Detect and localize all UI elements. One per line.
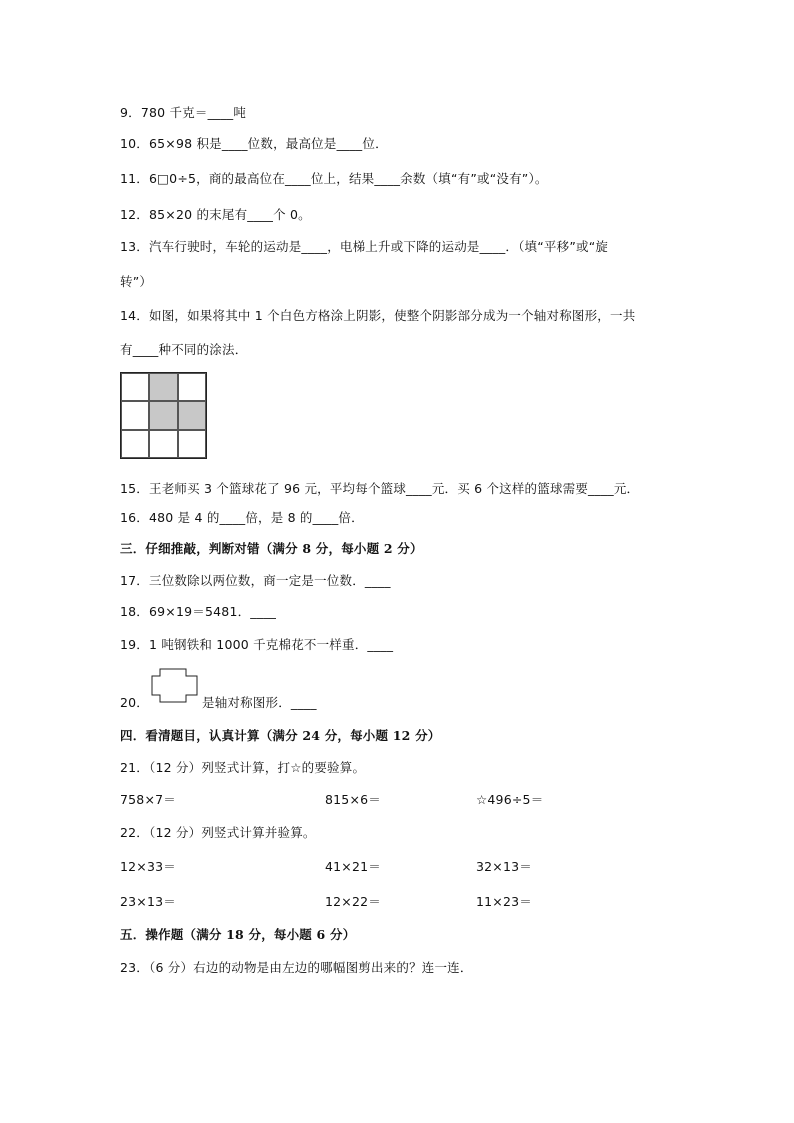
q21-item-3: ☆496÷5＝ <box>476 792 544 807</box>
grid-cell-shaded <box>149 401 177 429</box>
question-19: 19．1 吨钢铁和 1000 千克棉花不一样重．____ <box>120 637 394 652</box>
q22-item: 23×13＝ <box>120 894 176 909</box>
section-4-heading: 四．看清题目，认真计算（满分 24 分，每小题 12 分） <box>120 728 441 743</box>
question-14-line1: 14．如图，如果将其中 1 个白色方格涂上阴影，使整个阴影部分成为一个轴对称图形，一共 <box>120 308 636 323</box>
question-10: 10．65×98 积是____位数，最高位是____位． <box>120 136 388 151</box>
question-21: 21．（12 分）列竖式计算，打☆的要验算。 <box>120 760 366 775</box>
question-16: 16．480 是 4 的____倍，是 8 的____倍． <box>120 510 364 525</box>
q22-item: 11×23＝ <box>476 894 532 909</box>
grid-cell <box>121 430 149 458</box>
grid-cell <box>121 401 149 429</box>
question-20: 是轴对称图形．____ <box>202 695 317 710</box>
question-18: 18．69×19＝5481．____ <box>120 604 277 619</box>
question-13-line1: 13．汽车行驶时，车轮的运动是____，电梯上升或下降的运动是____．（填“平移”或“旋 <box>120 239 609 254</box>
question-13-line2: 转”） <box>120 274 153 289</box>
question-12: 12．85×20 的末尾有____个 0。 <box>120 207 311 222</box>
question-20-number: 20． <box>120 695 150 710</box>
question-17: 17．三位数除以两位数，商一定是一位数．____ <box>120 573 391 588</box>
grid-cell <box>149 430 177 458</box>
question-23: 23．（6 分）右边的动物是由左边的哪幅图剪出来的？连一连． <box>120 960 473 975</box>
grid-cell <box>121 373 149 401</box>
section-3-heading: 三．仔细推敲，判断对错（满分 8 分，每小题 2 分） <box>120 541 423 556</box>
question-9: 9．780 千克＝____吨 <box>120 105 247 120</box>
grid-cell-shaded <box>149 373 177 401</box>
question-22: 22．（12 分）列竖式计算并验算。 <box>120 825 316 840</box>
grid-cell-shaded <box>178 401 206 429</box>
q22-item: 12×33＝ <box>120 859 176 874</box>
q22-item: 32×13＝ <box>476 859 532 874</box>
q21-item-2: 815×6＝ <box>325 792 381 807</box>
shaded-grid-figure <box>120 372 207 459</box>
question-15: 15．王老师买 3 个篮球花了 96 元，平均每个篮球____元．买 6 个这样的篮球需要____元． <box>120 481 640 496</box>
question-11: 11．6□0÷5，商的最高位在____位上，结果____余数（填“有”或“没有”）。 <box>120 171 548 186</box>
grid-cell <box>178 373 206 401</box>
section-5-heading: 五．操作题（满分 18 分，每小题 6 分） <box>120 927 356 942</box>
cross-shape-figure <box>150 668 202 712</box>
q21-item-1: 758×7＝ <box>120 792 176 807</box>
q22-item: 12×22＝ <box>325 894 381 909</box>
grid-cell <box>178 430 206 458</box>
q22-item: 41×21＝ <box>325 859 381 874</box>
question-14-line2: 有____种不同的涂法． <box>120 342 248 357</box>
